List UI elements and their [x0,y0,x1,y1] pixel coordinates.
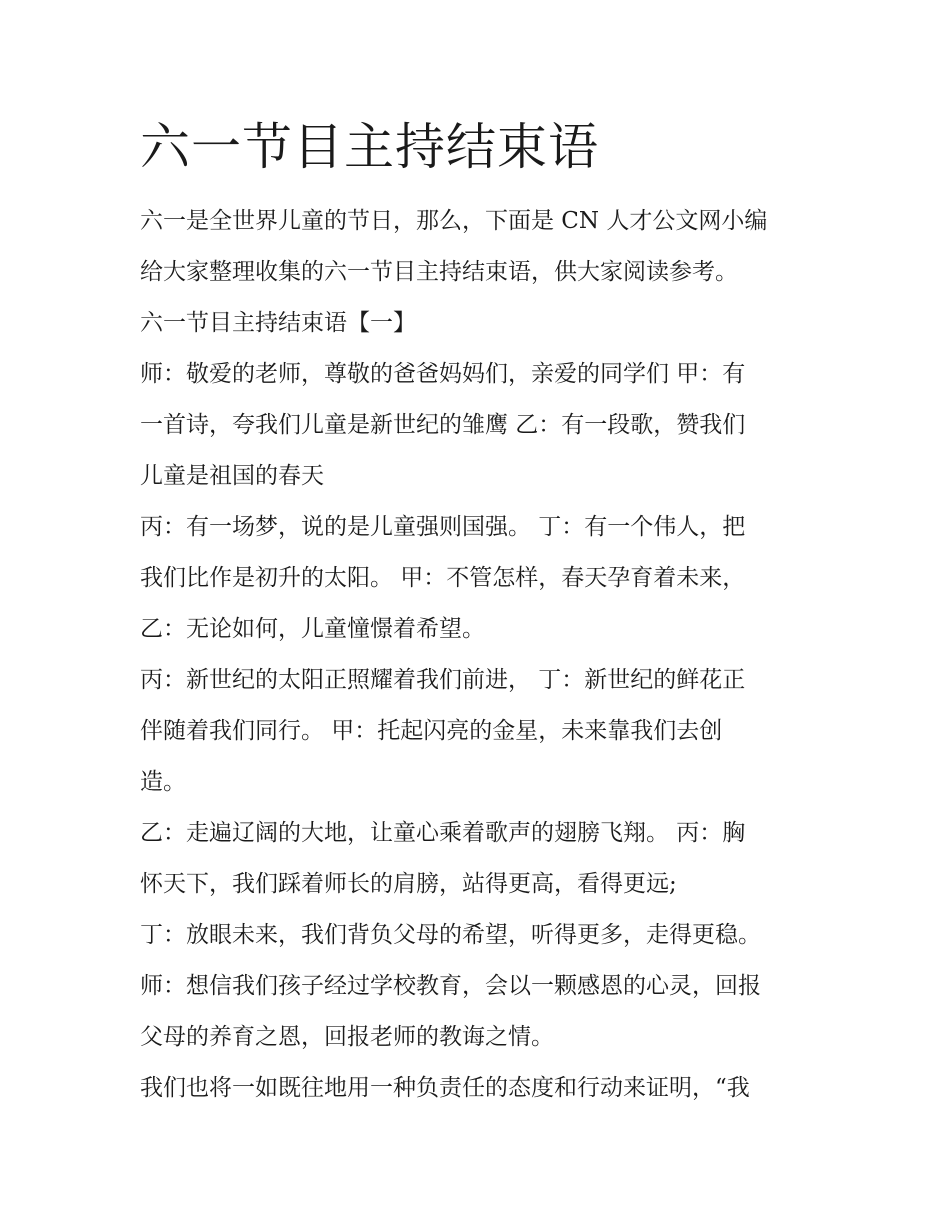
text-line: 伴随着我们同行。 甲：托起闪亮的金星，未来靠我们去创 [140,718,723,744]
document-title: 六一节目主持结束语 [140,118,599,176]
text-line: 给大家整理收集的六一节目主持结束语，供大家阅读参考。 [140,259,738,285]
text-line: 怀天下，我们踩着师长的肩膀，站得更高，看得更远; [140,871,677,897]
text-line: 丁：放眼未来，我们背负父母的希望，听得更多，走得更稳。 [140,922,761,948]
text-line: 师：想信我们孩子经过学校教育，会以一颗感恩的心灵，回报 [140,973,761,999]
text-line: 六一是全世界儿童的节日，那么，下面是 CN 人才公文网小编 [140,208,768,234]
text-line: 丙：新世纪的太阳正照耀着我们前进， 丁：新世纪的鲜花正 [140,667,746,693]
text-line: 我们比作是初升的太阳。 甲：不管怎样，春天孕育着未来， [140,565,746,591]
text-line: 师：敬爱的老师，尊敬的爸爸妈妈们，亲爱的同学们 甲：有 [140,361,746,387]
document-body [140,196,820,1114]
text-line: 造。 [140,769,186,795]
text-line: 丙：有一场梦，说的是儿童强则国强。 丁：有一个伟人，把 [140,514,746,540]
text-line: 儿童是祖国的春天 [140,463,324,489]
text-line: 我们也将一如既往地用一种负责任的态度和行动来证明，“我 [140,1075,750,1101]
text-line: 乙：走遍辽阔的大地，让童心乘着歌声的翅膀飞翔。 丙：胸 [140,820,746,846]
text-line: 父母的养育之恩，回报老师的教诲之情。 [140,1024,554,1050]
section-heading: 六一节目主持结束语【一】 [140,310,416,336]
text-line: 乙：无论如何，儿童憧憬着希望。 [140,616,485,642]
text-line: 一首诗，夸我们儿童是新世纪的雏鹰 乙：有一段歌，赞我们 [140,412,746,438]
